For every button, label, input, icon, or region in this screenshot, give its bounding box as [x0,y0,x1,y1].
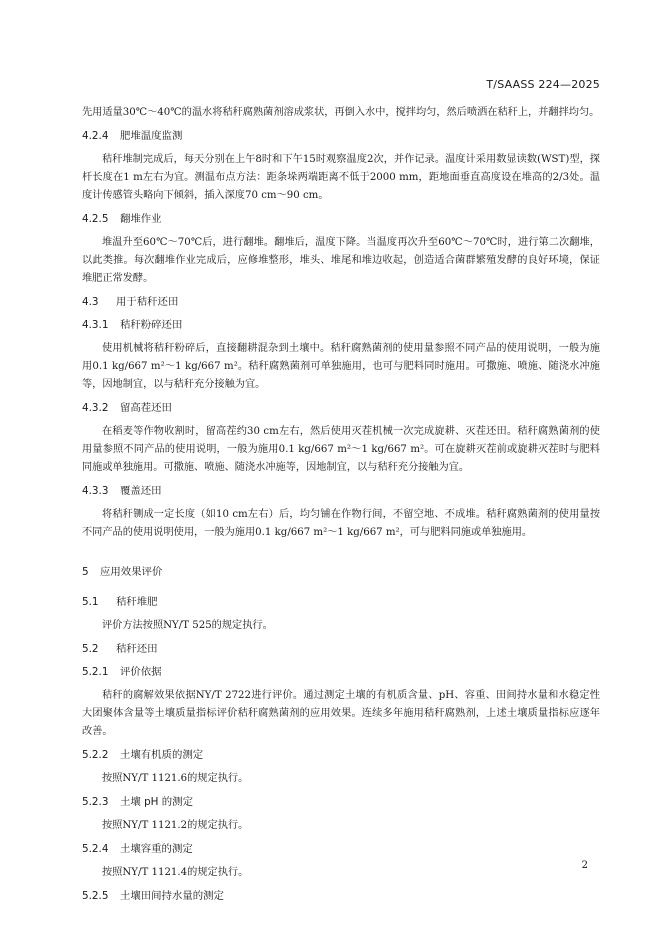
heading-title: 用于秸秆还田 [116,296,179,308]
heading-5-2 [82,641,600,657]
heading-number: 5.1 [82,596,99,608]
heading-title: 留高茬还田 [120,402,172,414]
heading-4-3-1 [82,317,600,333]
paragraph-5-1: 评价方法按照NY/T 525的规定执行。 [102,620,273,631]
document-body [82,104,600,911]
heading-title: 评价依据 [120,666,162,678]
heading-title: 覆盖还田 [120,485,162,497]
heading-4-3 [82,294,600,310]
heading-title: 秸秆粉碎还田 [120,319,183,331]
heading-5-2-1 [82,664,600,680]
paragraph-4-3-1: 使用机械将秸秆粉碎后，直接翻耕混杂到土壤中。秸秆腐熟菌剂的使用量参照不同产品的使用说明，一般为施用0.1 kg/667 m²～1 kg/667 m²。秸秆腐熟菌剂可单独施用，也可与肥料同时施用。可撒施、喷施、随浇水冲施等，因地制宜，以与秸秆充分接触为宜。 [82,343,600,390]
heading-number: 4.3.1 [82,319,109,331]
heading-title: 土壤田间持水量的测定 [120,890,224,902]
paragraph-5-2-1: 秸秆的腐解效果依据NY/T 2722进行评价。通过测定土壤的有机质含量、pH、容重、田间持水量和水稳定性大团聚体含量等土壤质量指标评价秸秆腐熟菌剂的应用效果。连续多年施用秸秆腐熟剂，上述土壤质量指标应逐年改善。 [82,690,600,737]
heading-title: 土壤 pH 的测定 [120,796,193,808]
heading-title: 秸秆还田 [116,643,158,655]
heading-number: 5.2.4 [82,843,109,855]
heading-title: 翻堆作业 [120,213,162,225]
paragraph-4-3-3: 将秸秆铡成一定长度（如10 cm左右）后，均匀铺在作物行间，不留空地、不成堆。秸秆腐熟菌剂的使用量按不同产品的使用说明使用，一般为施用0.1 kg/667 m²～1 kg/667 m²，可与肥料同施或单独施用。 [82,509,600,538]
page-number: 2 [581,860,588,871]
paragraph-5-2-3: 按照NY/T 1121.2的规定执行。 [102,820,249,831]
heading-title: 土壤容重的测定 [120,843,193,855]
paragraph-4-3-2: 在稻麦等作物收割时，留高茬约30 cm左右，然后使用灭茬机械一次完成旋耕、灭茬还田。秸秆腐熟菌剂的使用量参照不同产品的使用说明，一般为施用0.1 kg/667 m²～1 kg/667 m²。可在旋耕灭茬前或旋耕灭茬时与肥料同施或单独施用。可撒施、喷施、随浇水冲施等，因地制宜，以与秸秆充分接触为宜。 [82,426,600,473]
heading-5 [82,564,600,580]
paragraph-4-2-5: 堆温升至60℃～70℃后，进行翻堆。翻堆后，温度下降。当温度再次升至60℃～70℃时，进行第二次翻堆，以此类推。每次翻堆作业完成后，应修堆整形，堆头、堆尾和堆边收起，创造适合菌群繁殖发酵的良好环境，保证堆肥正常发酵。 [82,237,600,284]
heading-5-2-5 [82,888,600,904]
heading-4-2-5 [82,211,600,227]
heading-title: 土壤有机质的测定 [120,749,204,761]
heading-title: 秸秆堆肥 [116,596,158,608]
heading-number: 4.3.2 [82,402,109,414]
heading-title: 应用效果评价 [100,566,163,578]
heading-5-2-2 [82,747,600,763]
heading-title: 肥堆温度监测 [120,130,183,142]
heading-4-3-3 [82,483,600,499]
heading-number: 5.2.3 [82,796,109,808]
heading-4-3-2 [82,400,600,416]
heading-4-2-4 [82,128,600,144]
heading-5-2-4 [82,841,600,857]
paragraph-5-2-4: 按照NY/T 1121.4的规定执行。 [102,867,249,878]
heading-number: 4.3.3 [82,485,109,497]
heading-number: 4.3 [82,296,99,308]
heading-number: 5.2.2 [82,749,109,761]
heading-number: 5.2.1 [82,666,109,678]
standard-code: T/SAASS 224—2025 [486,78,600,91]
heading-number: 4.2.5 [82,213,109,225]
heading-5-1 [82,594,600,610]
paragraph-intro: 先用适量30℃～40℃的温水将秸秆腐熟菌剂溶成浆状，再倒入水中，搅拌均匀，然后喷洒在秸秆上，并翻拌均匀。 [82,107,600,118]
heading-number: 4.2.4 [82,130,109,142]
heading-number: 5 [82,566,89,578]
heading-5-2-3 [82,794,600,810]
heading-number: 5.2 [82,643,99,655]
paragraph-4-2-4: 秸秆堆制完成后，每天分别在上午8时和下午15时观察温度2次，并作记录。温度计采用数显读数(WST)型，探杆长度在1 m左右为宜。测温布点方法：距条垛两端距离不低于2000 mm，距地面垂直高度设在堆高的2/3处。温度计传感管头略向下倾斜，插入深度70 cm～90 cm。 [82,154,600,201]
paragraph-5-2-2: 按照NY/T 1121.6的规定执行。 [102,773,249,784]
heading-number: 5.2.5 [82,890,109,902]
